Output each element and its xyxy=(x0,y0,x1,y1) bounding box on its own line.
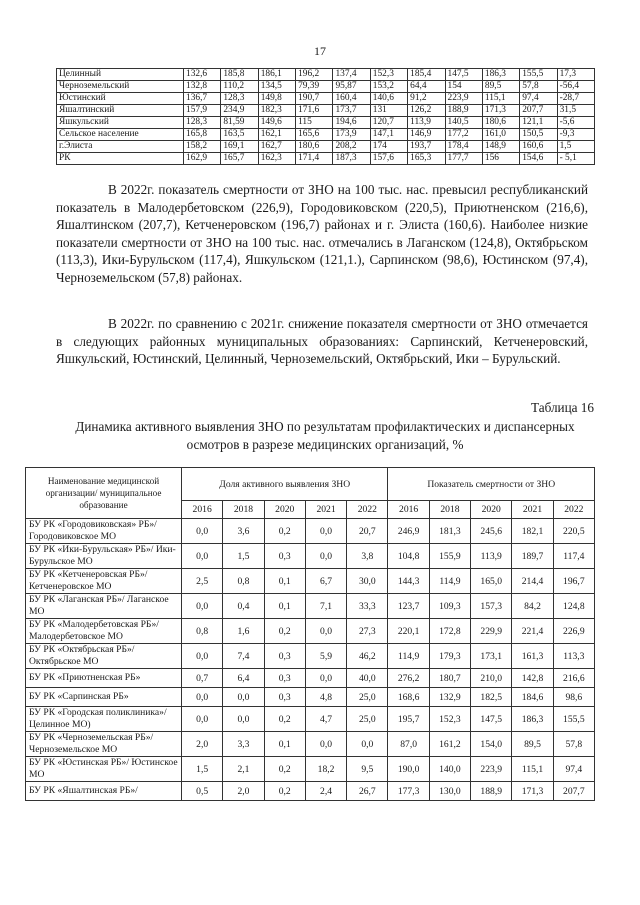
table-cell: 2,1 xyxy=(223,757,264,782)
table-cell: 207,7 xyxy=(520,105,557,117)
table-cell: 0,3 xyxy=(264,544,305,569)
table-cell: 161,3 xyxy=(512,644,553,669)
table-cell: 140,5 xyxy=(445,117,482,129)
table-cell: 169,1 xyxy=(221,141,258,153)
table-cell: 27,3 xyxy=(347,619,388,644)
table-cell: 214,4 xyxy=(512,569,553,594)
table-cell: 0,2 xyxy=(264,519,305,544)
table-cell: 2,0 xyxy=(182,732,223,757)
table-cell: 171,6 xyxy=(296,105,333,117)
table-cell: 171,3 xyxy=(482,105,519,117)
table-cell: 6,4 xyxy=(223,669,264,688)
table-row xyxy=(26,688,595,707)
organization-name: БУ РК «Городская поликлиника»/ Целинное МО) xyxy=(26,707,182,732)
organization-name: БУ РК «Юстинская РБ»/ Юстинское МО xyxy=(26,757,182,782)
table-cell: 154,0 xyxy=(471,732,512,757)
table-cell: 172,8 xyxy=(429,619,470,644)
table-cell: 168,6 xyxy=(388,688,429,707)
table-cell: 160,4 xyxy=(333,93,370,105)
table-cell: 177,2 xyxy=(445,129,482,141)
table-cell: 25,0 xyxy=(347,688,388,707)
row-label: г.Элиста xyxy=(57,141,184,153)
table-cell: 196,2 xyxy=(296,69,333,81)
paragraph-text: В 2022г. показатель смертности от ЗНО на 100 тыс. нас. превысил республиканский показатель в Малодербетовском (226,9), Городовиковском (220,5), Приютненском (216,6), Яшалтинском (207,7), Кетченеровском (196,7) районах и г. Элиста (160,6). Наиболее низкие показатели смертности от ЗНО на 100 тыс. нас. отмечались в Лаганском (124,8), Октябрьском (113,3), Ики-Бурульском (117,4), Яшкульском (121,1.), Сарпинском (98,6), Юстинском (97,4), Черноземельском (57,8) районах. xyxy=(56,182,588,285)
table-cell: 160,6 xyxy=(520,141,557,153)
table-title: Динамика активного выявления ЗНО по результатам профилактических и диспансерных осмотров в разрезе медицинских организаций, % xyxy=(75,419,575,452)
table-cell: 33,3 xyxy=(347,594,388,619)
table-cell: 196,7 xyxy=(553,569,594,594)
table-cell: 173,1 xyxy=(471,644,512,669)
table-cell: 113,9 xyxy=(408,117,445,129)
col-header-organization: Наименование медицинской организации/ муниципальное образование xyxy=(26,468,182,519)
year-header: 2021 xyxy=(512,501,553,519)
table-cell: 137,4 xyxy=(333,69,370,81)
table-cell: 0,0 xyxy=(182,544,223,569)
table-cell: 0,7 xyxy=(182,669,223,688)
table-cell: 148,9 xyxy=(482,141,519,153)
table-row xyxy=(26,544,595,569)
organization-name: БУ РК «Сарпинская РБ» xyxy=(26,688,182,707)
table-cell: 115 xyxy=(296,117,333,129)
year-header: 2016 xyxy=(182,501,223,519)
organization-name: БУ РК «Ики-Бурульская» РБ»/ Ики-Бурульское МО xyxy=(26,544,182,569)
table-cell: 9,5 xyxy=(347,757,388,782)
year-header: 2020 xyxy=(471,501,512,519)
table-cell: 113,3 xyxy=(553,644,594,669)
table-cell: 155,5 xyxy=(553,707,594,732)
table-cell: 140,0 xyxy=(429,757,470,782)
table-row xyxy=(57,81,595,93)
table-row xyxy=(57,153,595,165)
table-cell: 115,1 xyxy=(482,93,519,105)
table-cell: 98,6 xyxy=(553,688,594,707)
table-cell: 276,2 xyxy=(388,669,429,688)
table-cell: 220,5 xyxy=(553,519,594,544)
table-cell: 0,2 xyxy=(264,757,305,782)
organization-name: БУ РК «Лаганская РБ»/ Лаганское МО xyxy=(26,594,182,619)
table-cell: 84,2 xyxy=(512,594,553,619)
table-cell: 117,4 xyxy=(553,544,594,569)
table-row xyxy=(26,644,595,669)
table-cell: 173,7 xyxy=(333,105,370,117)
table-cell: 0,5 xyxy=(182,782,223,801)
table-cell: 226,9 xyxy=(553,619,594,644)
row-label: Яшалтинский xyxy=(57,105,184,117)
organization-name: БУ РК «Кетченеровская РБ»/ Кетченеровское МО xyxy=(26,569,182,594)
organization-name: БУ РК «Малодербетовская РБ»/ Малодербетовское МО xyxy=(26,619,182,644)
table-cell: 229,9 xyxy=(471,619,512,644)
table-cell: 189,7 xyxy=(512,544,553,569)
table-cell: 1,5 xyxy=(223,544,264,569)
year-header: 2016 xyxy=(388,501,429,519)
year-header: 2018 xyxy=(223,501,264,519)
table-cell: 104,8 xyxy=(388,544,429,569)
table-cell: 0,4 xyxy=(223,594,264,619)
table-cell: 221,4 xyxy=(512,619,553,644)
table-cell: 171,4 xyxy=(296,153,333,165)
table-cell: 180,6 xyxy=(482,117,519,129)
table-cell: 165,3 xyxy=(408,153,445,165)
table-caption: Таблица 16 xyxy=(531,400,594,415)
table-cell: 31,5 xyxy=(557,105,594,117)
col-group-mortality: Показатель смертности от ЗНО xyxy=(388,468,595,501)
table-cell: 114,9 xyxy=(388,644,429,669)
table-cell: -5,6 xyxy=(557,117,594,129)
table-cell: 162,7 xyxy=(258,141,295,153)
table-cell: 179,3 xyxy=(429,644,470,669)
table-cell: 246,9 xyxy=(388,519,429,544)
table-cell: 81,59 xyxy=(221,117,258,129)
table-cell: 1,6 xyxy=(223,619,264,644)
table-cell: 2,5 xyxy=(182,569,223,594)
organization-name: БУ РК «Яшалтинская РБ»/ xyxy=(26,782,182,801)
table-cell: 3,3 xyxy=(223,732,264,757)
table-cell: 0,3 xyxy=(264,688,305,707)
table-cell: 154 xyxy=(445,81,482,93)
table-row xyxy=(26,757,595,782)
table-cell: 0,2 xyxy=(264,707,305,732)
organization-name: БУ РК «Приютненская РБ» xyxy=(26,669,182,688)
table-cell: 156 xyxy=(482,153,519,165)
table-cell: 130,0 xyxy=(429,782,470,801)
top-data-table xyxy=(56,68,595,165)
table-cell: 152,3 xyxy=(429,707,470,732)
table-cell: 149,8 xyxy=(258,93,295,105)
table-cell: 186,3 xyxy=(482,69,519,81)
table-cell: 7,4 xyxy=(223,644,264,669)
table-cell: 208,2 xyxy=(333,141,370,153)
organization-name: БУ РК «Черноземельская РБ»/ Черноземельское МО xyxy=(26,732,182,757)
table-cell: 132,6 xyxy=(184,69,221,81)
table-cell: 147,5 xyxy=(471,707,512,732)
col-group-active-detection: Доля активного выявления ЗНО xyxy=(182,468,388,501)
table-cell: 207,7 xyxy=(553,782,594,801)
row-label: РК xyxy=(57,153,184,165)
table-cell: 0,0 xyxy=(305,619,346,644)
year-header: 2022 xyxy=(553,501,594,519)
table-cell: 124,8 xyxy=(553,594,594,619)
table-cell: 185,4 xyxy=(408,69,445,81)
table-cell: 121,1 xyxy=(520,117,557,129)
table-cell: 113,9 xyxy=(471,544,512,569)
table-cell: 134,5 xyxy=(258,81,295,93)
table-cell: 57,8 xyxy=(553,732,594,757)
table-cell: 245,6 xyxy=(471,519,512,544)
table-cell: 123,7 xyxy=(388,594,429,619)
table-cell: 0,0 xyxy=(182,519,223,544)
table-cell: 109,3 xyxy=(429,594,470,619)
table-cell: 115,1 xyxy=(512,757,553,782)
table-cell: 89,5 xyxy=(512,732,553,757)
table-cell: 149,6 xyxy=(258,117,295,129)
table-row xyxy=(26,519,595,544)
table-cell: 2,4 xyxy=(305,782,346,801)
table-cell: 210,0 xyxy=(471,669,512,688)
table-cell: 147,5 xyxy=(445,69,482,81)
table-cell: 4,8 xyxy=(305,688,346,707)
table-cell: 157,9 xyxy=(184,105,221,117)
table-cell: 182,5 xyxy=(471,688,512,707)
table-cell: 171,3 xyxy=(512,782,553,801)
table-cell: 2,0 xyxy=(223,782,264,801)
table-cell: 128,3 xyxy=(184,117,221,129)
table-cell: 6,7 xyxy=(305,569,346,594)
row-label: Сельское население xyxy=(57,129,184,141)
table-cell: 17,3 xyxy=(557,69,594,81)
table-cell: 165,8 xyxy=(184,129,221,141)
table-cell: 0,1 xyxy=(264,732,305,757)
table-cell: 194,6 xyxy=(333,117,370,129)
table-row xyxy=(57,129,595,141)
table-cell: 0,2 xyxy=(264,782,305,801)
table-cell: 178,4 xyxy=(445,141,482,153)
table-cell: 152,3 xyxy=(370,69,407,81)
table-cell: 79,39 xyxy=(296,81,333,93)
table-cell: 25,0 xyxy=(347,707,388,732)
table-cell: 126,2 xyxy=(408,105,445,117)
table-cell: 4,7 xyxy=(305,707,346,732)
table-row xyxy=(57,141,595,153)
table-cell: 177,7 xyxy=(445,153,482,165)
table-cell: 0,0 xyxy=(305,669,346,688)
table-row xyxy=(26,569,595,594)
table-cell: 154,6 xyxy=(520,153,557,165)
table-row xyxy=(26,619,595,644)
table-cell: 153,2 xyxy=(370,81,407,93)
table-row xyxy=(26,707,595,732)
table-cell: 182,3 xyxy=(258,105,295,117)
table-cell: 110,2 xyxy=(221,81,258,93)
table-cell: 223,9 xyxy=(445,93,482,105)
row-label: Целинный xyxy=(57,69,184,81)
table-cell: 64,4 xyxy=(408,81,445,93)
table-row xyxy=(26,732,595,757)
row-label: Юстинский xyxy=(57,93,184,105)
organization-name: БУ РК «Городовиковская» РБ»/ Городовиковское МО xyxy=(26,519,182,544)
table-cell: 162,1 xyxy=(258,129,295,141)
table-cell: 188,9 xyxy=(445,105,482,117)
table-cell: 161,2 xyxy=(429,732,470,757)
table-cell: 0,0 xyxy=(347,732,388,757)
table-cell: 0,0 xyxy=(182,707,223,732)
table-cell: 147,1 xyxy=(370,129,407,141)
table-cell: 165,0 xyxy=(471,569,512,594)
table-cell: 40,0 xyxy=(347,669,388,688)
table-cell: 157,6 xyxy=(370,153,407,165)
table-cell: 128,3 xyxy=(221,93,258,105)
table-cell: 193,7 xyxy=(408,141,445,153)
table-cell: 131 xyxy=(370,105,407,117)
table-cell: 142,8 xyxy=(512,669,553,688)
table-row xyxy=(57,93,595,105)
table-cell: 0,0 xyxy=(182,644,223,669)
table-cell: 177,3 xyxy=(388,782,429,801)
table-row xyxy=(26,782,595,801)
table-cell: 188,9 xyxy=(471,782,512,801)
table-cell: 0,1 xyxy=(264,569,305,594)
table-cell: 144,3 xyxy=(388,569,429,594)
table-cell: 162,9 xyxy=(184,153,221,165)
table-cell: 195,7 xyxy=(388,707,429,732)
table-row xyxy=(57,69,595,81)
table-cell: 186,1 xyxy=(258,69,295,81)
table-cell: 181,3 xyxy=(429,519,470,544)
table-cell: 0,0 xyxy=(223,688,264,707)
table-cell: 163,5 xyxy=(221,129,258,141)
table-cell: 46,2 xyxy=(347,644,388,669)
organization-name: БУ РК «Октябрьская РБ»/ Октябрьское МО xyxy=(26,644,182,669)
table-cell: 174 xyxy=(370,141,407,153)
table-cell: 190,0 xyxy=(388,757,429,782)
table-cell: 114,9 xyxy=(429,569,470,594)
year-header: 2021 xyxy=(305,501,346,519)
table-cell: 18,2 xyxy=(305,757,346,782)
table-cell: -56,4 xyxy=(557,81,594,93)
table-cell: 182,1 xyxy=(512,519,553,544)
table-cell: 132,9 xyxy=(429,688,470,707)
table-cell: 0,8 xyxy=(223,569,264,594)
table-cell: 180,7 xyxy=(429,669,470,688)
table-cell: 165,7 xyxy=(221,153,258,165)
table-row xyxy=(26,594,595,619)
table-cell: 187,3 xyxy=(333,153,370,165)
table-cell: 0,3 xyxy=(264,669,305,688)
table-row xyxy=(26,669,595,688)
table-cell: 140,6 xyxy=(370,93,407,105)
table-cell: 162,3 xyxy=(258,153,295,165)
table-cell: 155,9 xyxy=(429,544,470,569)
table-cell: 20,7 xyxy=(347,519,388,544)
table-row xyxy=(57,117,595,129)
table-cell: 223,9 xyxy=(471,757,512,782)
table-cell: 0,3 xyxy=(264,644,305,669)
table-cell: 0,1 xyxy=(264,594,305,619)
table-cell: 165,6 xyxy=(296,129,333,141)
table-cell: 158,2 xyxy=(184,141,221,153)
table-cell: 3,6 xyxy=(223,519,264,544)
table-cell: - 5,1 xyxy=(557,153,594,165)
table-cell: 234,9 xyxy=(221,105,258,117)
table-cell: 0,0 xyxy=(305,519,346,544)
table-cell: 26,7 xyxy=(347,782,388,801)
table-cell: 1,5 xyxy=(557,141,594,153)
table-cell: 155,5 xyxy=(520,69,557,81)
year-header: 2022 xyxy=(347,501,388,519)
table-cell: 30,0 xyxy=(347,569,388,594)
table-cell: 0,0 xyxy=(182,688,223,707)
table-cell: 184,6 xyxy=(512,688,553,707)
year-header: 2018 xyxy=(429,501,470,519)
table-cell: 91,2 xyxy=(408,93,445,105)
table-cell: 161,0 xyxy=(482,129,519,141)
table-cell: 57,8 xyxy=(520,81,557,93)
table-cell: 0,0 xyxy=(305,732,346,757)
table-cell: 216,6 xyxy=(553,669,594,688)
table-cell: 150,5 xyxy=(520,129,557,141)
table-cell: 0,2 xyxy=(264,619,305,644)
paragraph-mortality-comparison xyxy=(56,181,588,287)
table-cell: 190,7 xyxy=(296,93,333,105)
table-16 xyxy=(25,467,595,801)
table-cell: 5,9 xyxy=(305,644,346,669)
table-cell: 7,1 xyxy=(305,594,346,619)
table-cell: 120,7 xyxy=(370,117,407,129)
table-cell: 132,8 xyxy=(184,81,221,93)
table-cell: 186,3 xyxy=(512,707,553,732)
table-cell: 89,5 xyxy=(482,81,519,93)
paragraph-text: В 2022г. по сравнению с 2021г. снижение показателя смертности от ЗНО отмечается в следующих районных муниципальных образованиях: Сарпинский, Кетченеровский, Яшкульский, Юстинский, Целинный, Черноземельский, Октябрьский, Ики – Бурульский. xyxy=(56,316,588,367)
row-label: Яшкульский xyxy=(57,117,184,129)
table-cell: 97,4 xyxy=(520,93,557,105)
table-cell: 220,1 xyxy=(388,619,429,644)
table-cell: 0,0 xyxy=(182,594,223,619)
year-header: 2020 xyxy=(264,501,305,519)
table-cell: 146,9 xyxy=(408,129,445,141)
table-cell: 3,8 xyxy=(347,544,388,569)
table-cell: 1,5 xyxy=(182,757,223,782)
table-cell: 0,0 xyxy=(223,707,264,732)
paragraph-mortality-decrease xyxy=(56,315,588,368)
table-cell: 157,3 xyxy=(471,594,512,619)
table-cell: 136,7 xyxy=(184,93,221,105)
table-cell: 180,6 xyxy=(296,141,333,153)
page-number: 17 xyxy=(314,44,326,58)
table-cell: 97,4 xyxy=(553,757,594,782)
table-cell: 87,0 xyxy=(388,732,429,757)
table-cell: -28,7 xyxy=(557,93,594,105)
table-cell: 0,0 xyxy=(305,544,346,569)
table-row xyxy=(57,105,595,117)
table-cell: 95,87 xyxy=(333,81,370,93)
row-label: Черноземельский xyxy=(57,81,184,93)
table-cell: 173,9 xyxy=(333,129,370,141)
table-cell: 0,8 xyxy=(182,619,223,644)
table-cell: -9,3 xyxy=(557,129,594,141)
table-cell: 185,8 xyxy=(221,69,258,81)
